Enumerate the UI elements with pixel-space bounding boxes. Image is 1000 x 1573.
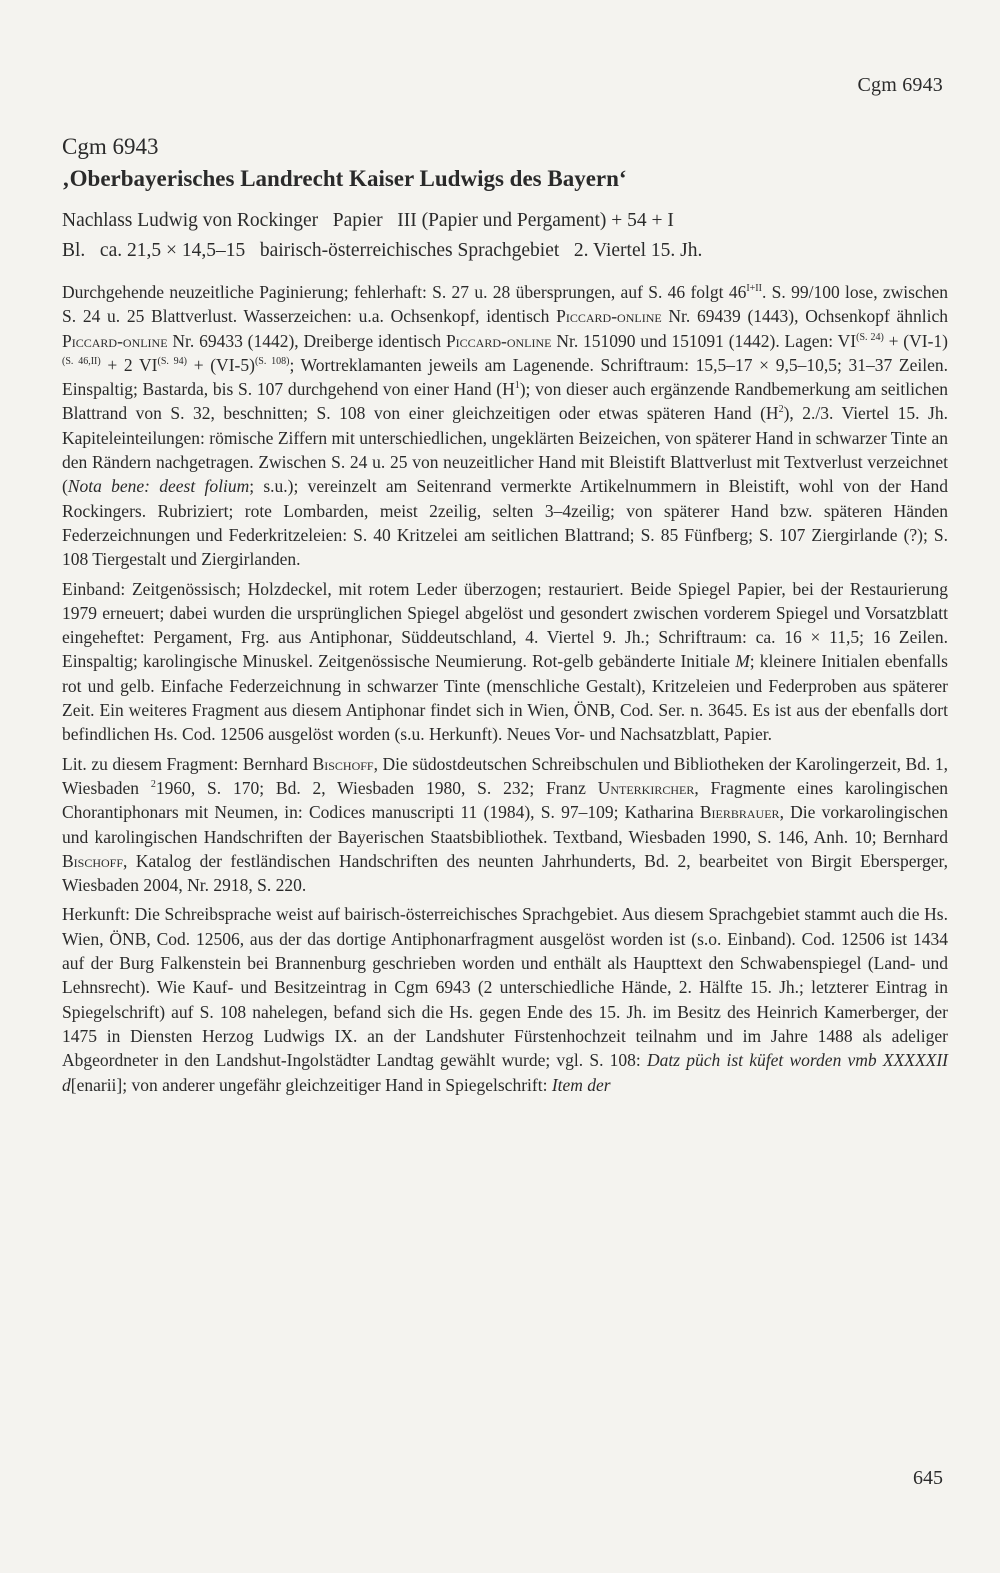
text-segment: . S. 99/100 lose, zwischen S. 24 u. 25 Blattverlust. Wasserzeichen: u.a. Ochsenkopf, identisch: [62, 282, 948, 327]
literature-references: [62, 752, 948, 898]
superscript: 2: [150, 779, 156, 791]
text-segment: , Die südostdeutschen Schreibschulen und Bibliotheken der Karolingerzeit, Bd. 1, Wiesbaden: [62, 753, 949, 798]
reference-name: Piccard-online: [556, 306, 662, 327]
text-segment: ), 2./3. Viertel 15. Jh. Kapiteleinteilungen: römische Ziffern mit unterschiedlichen, ungeklärten Beizeichen, von späterer Hand in schwarzer Tinte an den Rändern nachgetragen. Zwischen S. 24 u. 25 von neuzeitlicher Hand mit Bleistift Blattverlust mit Textverlust verzeichnet (: [62, 403, 948, 497]
italic-quote: Nota bene: deest folium: [67, 476, 250, 497]
reference-name: Piccard-online: [62, 330, 168, 351]
superscript: (S. 24): [856, 331, 884, 343]
text-segment: , Katalog der festländischen Handschriften des neunten Jahrhunderts, Bd. 2, bearbeitet von Birgit Ebersperger, Wiesbaden 2004, Nr. 2918, S. 220.: [62, 850, 948, 896]
page-number: 645: [913, 1467, 943, 1489]
binding-description: [62, 577, 948, 747]
text-segment: 1960, S. 170; Bd. 2, Wiesbaden 1980, S. 232; Franz: [155, 777, 598, 798]
author-name: Bischoff: [312, 753, 374, 774]
text-segment: ; Wortreklamanten jeweils am Lagenende. Schriftraum: 15,5–17 × 9,5–10,5; 31–37 Zeilen. Einspaltig; Bastarda, bis S. 107 durchgehend von einer Hand (H: [62, 354, 948, 400]
shelfmark: Cgm 6943: [62, 134, 159, 159]
text-segment: Herkunft: Die Schreibsprache weist auf bairisch-österreichisches Sprachgebiet. Aus diesem Sprachgebiet stammt auch die Hs. Wien, ÖNB, Cod. 12506, aus der das dortige Antiphonarfragment ausgelöst worden ist (s.o. Einband). Cod. 12506 ist 1434 auf der Burg Falkenstein bei Brannenburg geschrieben worden und enthält als Haupttext den Schwabenspiegel (Land- und Lehnsrecht). Wie Kauf- und Besitzeintrag in Cgm 6943 (2 unterschiedliche Hände, 2. Hälfte 15. Jh.; letzterer Eintrag in Spiegelschrift) auf S. 108 nahelegen, befand sich die Hs. gegen Ende des 15. Jh. im Besitz des Heinrich Kamerberger, der 1475 in Diensten Herzog Ludwigs IX. an der Landshuter Fürstenhochzeit teilnahm und im Jahre 1488 als adeliger Abgeordneter in den Landshut-Ingolstädter Landtag gewählt wurde; vgl. S. 108:: [62, 904, 948, 1071]
superscript: I+II: [746, 283, 762, 295]
superscript: (S. 94): [157, 356, 188, 368]
physical-description: [62, 280, 948, 572]
text-segment: + 2 VI: [100, 354, 158, 375]
provenance: [62, 902, 948, 1096]
metadata-line-1: Nachlass Ludwig von Rockinger Papier III (Papier und Pergament) + 54 + I: [62, 210, 674, 231]
text-segment: Einband: Zeitgenössisch; Holzdeckel, mit rotem Leder überzogen; restauriert. Beide Spiegel Papier, bei der Restaurierung 1979 erneuert; dabei wurden die ursprünglichen Spiegel abgelöst und gesondert zwischen vorderem Spiegel und Vorsatzblatt eingeheftet: Pergament, Frg. aus Antiphonar, Süddeutschland, 4. Viertel 9. Jh.; Schriftraum: ca. 16 × 11,5; 16 Zeilen. Einspaltig; karolingische Minuskel. Zeitgenössische Neumierung. Rot-gelb gebänderte Initiale: [62, 578, 948, 672]
italic-quote: Item der: [551, 1074, 611, 1095]
text-segment: ; von anderer ungefähr gleichzeitiger Hand in Spiegelschrift:: [122, 1074, 552, 1095]
superscript: (S. 46,II): [62, 356, 101, 368]
text-segment: ; s.u.); vereinzelt am Seitenrand vermerkte Artikelnummern in Bleistift, wohl von der Hand Rockingers. Rubriziert; rote Lombarden, meist 2zeilig, selten 3–4zeilig; von späterer Hand bzw. späteren Händen Federzeichnungen und Federkritzeleien: S. 40 Kritzelei am seitlichen Blattrand; S. 85 Fünfberg; S. 107 Ziergirlande (?); S. 108 Tiergestalt und Ziergirlanden.: [62, 476, 948, 570]
text-segment: Nr. 69433 (1442), Dreiberge identisch: [167, 330, 446, 351]
text-segment: , Die vorkarolingischen und karolingischen Handschriften der Bayerischen Staatsbibliothek. Textband, Wiesbaden 1990, S. 146, Anh. 10; Bernhard: [62, 802, 948, 847]
text-segment: , Fragmente eines karolingischen Chorantiphonars mit Neumen, in: Codices manuscripti 11 (1984), S. 97–109; Katharina: [62, 777, 948, 823]
entry-metadata: [62, 206, 948, 266]
text-segment: ; kleinere Initialen ebenfalls rot und gelb. Einfache Federzeichnung in schwarzer Tinte (menschliche Gestalt), Kritzeleien und Federproben aus späterer Zeit. Ein weiteres Fragment aus diesem Antiphonar findet sich in Wien, ÖNB, Cod. Ser. n. 3645. Es ist aus der ebenfalls dort befindlichen Hs. Cod. 12506 ausgelöst worden (s.u. Herkunft). Neues Vor- und Nachsatzblatt, Papier.: [62, 651, 948, 745]
text-segment: + (VI-1): [883, 330, 948, 351]
entry-title: ‚Oberbayerisches Landrecht Kaiser Ludwigs des Bayern‘: [62, 166, 627, 191]
catalog-entry: [62, 134, 948, 1102]
text-segment: ); von dieser auch ergänzende Randbemerkung am seitlichen Blattrand von S. 32, beschnitten; S. 108 von einer gleichzeitigen oder etwas späteren Hand (H: [62, 379, 949, 424]
author-name: Unterkircher: [597, 777, 695, 798]
text-segment: Nr. 69439 (1443), Ochsenkopf ähnlich: [661, 306, 948, 327]
author-name: Bischoff: [62, 850, 124, 871]
superscript: 2: [778, 404, 784, 416]
metadata-line-2: Bl. ca. 21,5 × 14,5–15 bairisch-österreichisches Sprachgebiet 2. Viertel 15. Jh.: [62, 240, 703, 261]
text-segment: + (VI-5): [187, 354, 255, 375]
italic-quote: Datz püch ist küfet worden vmb XXXXXII d: [62, 1050, 948, 1095]
text-segment: [enarii]: [70, 1074, 123, 1095]
superscript: (S. 108): [254, 356, 290, 368]
reference-name: Piccard-online: [445, 330, 552, 351]
author-name: Bierbrauer: [699, 802, 780, 823]
text-segment: Durchgehende neuzeitliche Paginierung; fehlerhaft: S. 27 u. 28 übersprungen, auf S. 46 folgt 46: [62, 282, 747, 302]
text-segment: Lit. zu diesem Fragment: Bernhard: [62, 753, 313, 774]
text-segment: Nr. 151090 und 151091 (1442). Lagen: VI: [551, 330, 857, 351]
running-head: Cgm 6943: [857, 74, 943, 96]
superscript: 1: [514, 380, 520, 392]
italic-initial: M: [735, 651, 750, 672]
